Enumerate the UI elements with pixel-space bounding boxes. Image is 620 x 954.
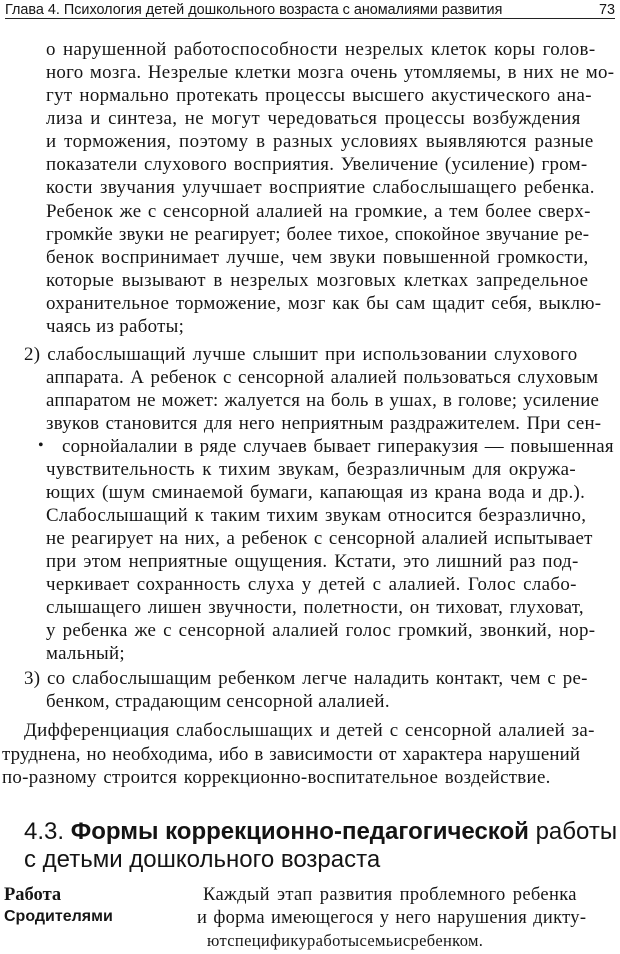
text-line: Слабослышащий к таким тихим звукам относится безразлично,	[46, 505, 587, 526]
text-line: слышащего лишен звучности, полетности, он тиховат, глуховат,	[46, 597, 584, 618]
text-line: охранительное торможение, мозг как бы сам щадит себя, выклю-	[46, 293, 602, 314]
text-line: бенком, страдающим сенсорной алалией.	[46, 691, 390, 712]
text-line: черкивает сохранность слуха у детей с алалией. Голос слабо-	[46, 574, 577, 595]
text-line: у ребенка же с сенсорной алалией голос громкий, звонкий, нор-	[46, 620, 596, 641]
paragraph-line: Каждый этап развития проблемного ребенка	[203, 885, 577, 905]
text-line: не реагирует на них, а ребенок с сенсорной алалией испытывает	[46, 528, 593, 549]
sidebar-heading-line1: Работа	[4, 885, 62, 905]
text-line: гут нормально протекать процессы высшего акустического ана-	[46, 85, 592, 106]
paragraph-line: и форма имеющегося у него нарушения дикту-	[197, 908, 587, 928]
sidebar-heading	[4, 884, 113, 928]
bullet-mark: •	[38, 437, 44, 454]
text-line: чаясь из работы;	[46, 316, 185, 337]
text-line: лиза и синтеза, не могут чередоваться процессы возбуждения	[46, 108, 581, 129]
running-header	[5, 0, 615, 20]
text-line: кости звучания улучшает восприятие слабослышащего ребенка.	[46, 177, 595, 198]
text-line: и торможения, поэтому в разных условиях выявляются разные	[46, 131, 594, 152]
text-line: по-разному строится коррекционно-воспитательное воздействие.	[2, 767, 551, 788]
text-line: показатели слухового восприятия. Увеличение (усиление) гром-	[46, 154, 588, 175]
text-line: труднена, но необходима, ибо в зависимости от характера нарушений	[2, 744, 581, 765]
header-rule	[5, 18, 615, 19]
text-line: сорнойалалии в ряде случаев бывает гиперакузия — повышенная	[62, 436, 614, 457]
paragraph-line: ютспецификуработысемьисребенком.	[207, 931, 484, 950]
list-item-3: 3) со слабослышащим ребенком легче наладить контакт, чем с ре-	[24, 668, 588, 689]
text-line: при этом неприятные ощущения. Кстати, это лишний раз под-	[46, 551, 579, 572]
page-number: 73	[598, 2, 615, 18]
text-line: ного мозга. Незрелые клетки мозга очень утомляемы, в них не мо-	[46, 62, 615, 83]
text-line: аппарата. А ребенок с сенсорной алалией пользоваться слуховым	[46, 367, 599, 388]
text-line: которые вызывают в незрелых мозговых клетках запредельное	[46, 270, 589, 291]
section-title-rest: работы	[535, 818, 618, 845]
text-line: бенок воспринимает лучше, чем звуки повышенной громкости,	[46, 247, 589, 268]
sidebar-heading-line2: Сродителями	[4, 908, 113, 925]
section-number: 4.3.	[24, 818, 65, 845]
section-title-line2: с детьми дошкольного возраста	[24, 846, 381, 873]
text-line: Дифференциация слабослышащих и детей с сенсорной алалией за-	[24, 720, 595, 741]
text-line: чувствительность к тихим звукам, безразличным для окружа-	[46, 459, 577, 480]
section-title-bold: Формы коррекционно-педагогической	[70, 818, 529, 845]
text-line: мальный;	[46, 643, 125, 664]
text-line: о нарушенной работоспособности незрелых клеток коры голов-	[46, 39, 596, 60]
list-item-2: 2) слабослышащий лучше слышит при использовании слухового	[24, 344, 578, 365]
text-line: звуков становится для него неприятным раздражителем. При сен-	[46, 413, 602, 434]
text-line: Ребенок же с сенсорной алалией на громкие, а тем более сверх-	[46, 201, 591, 222]
section-heading	[24, 818, 617, 874]
chapter-title: Глава 4. Психология детей дошкольного возраста с аномалиями развития	[5, 2, 503, 18]
text-line: ющих (шум сминаемой бумаги, капающая из крана вода и др.).	[46, 482, 586, 503]
text-line: аппаратом не может: жалуется на боль в ушах, в голове; усиление	[46, 390, 600, 411]
text-line: громкйе звуки не реагирует; более тихое, спокойное звучание ре-	[46, 224, 590, 245]
